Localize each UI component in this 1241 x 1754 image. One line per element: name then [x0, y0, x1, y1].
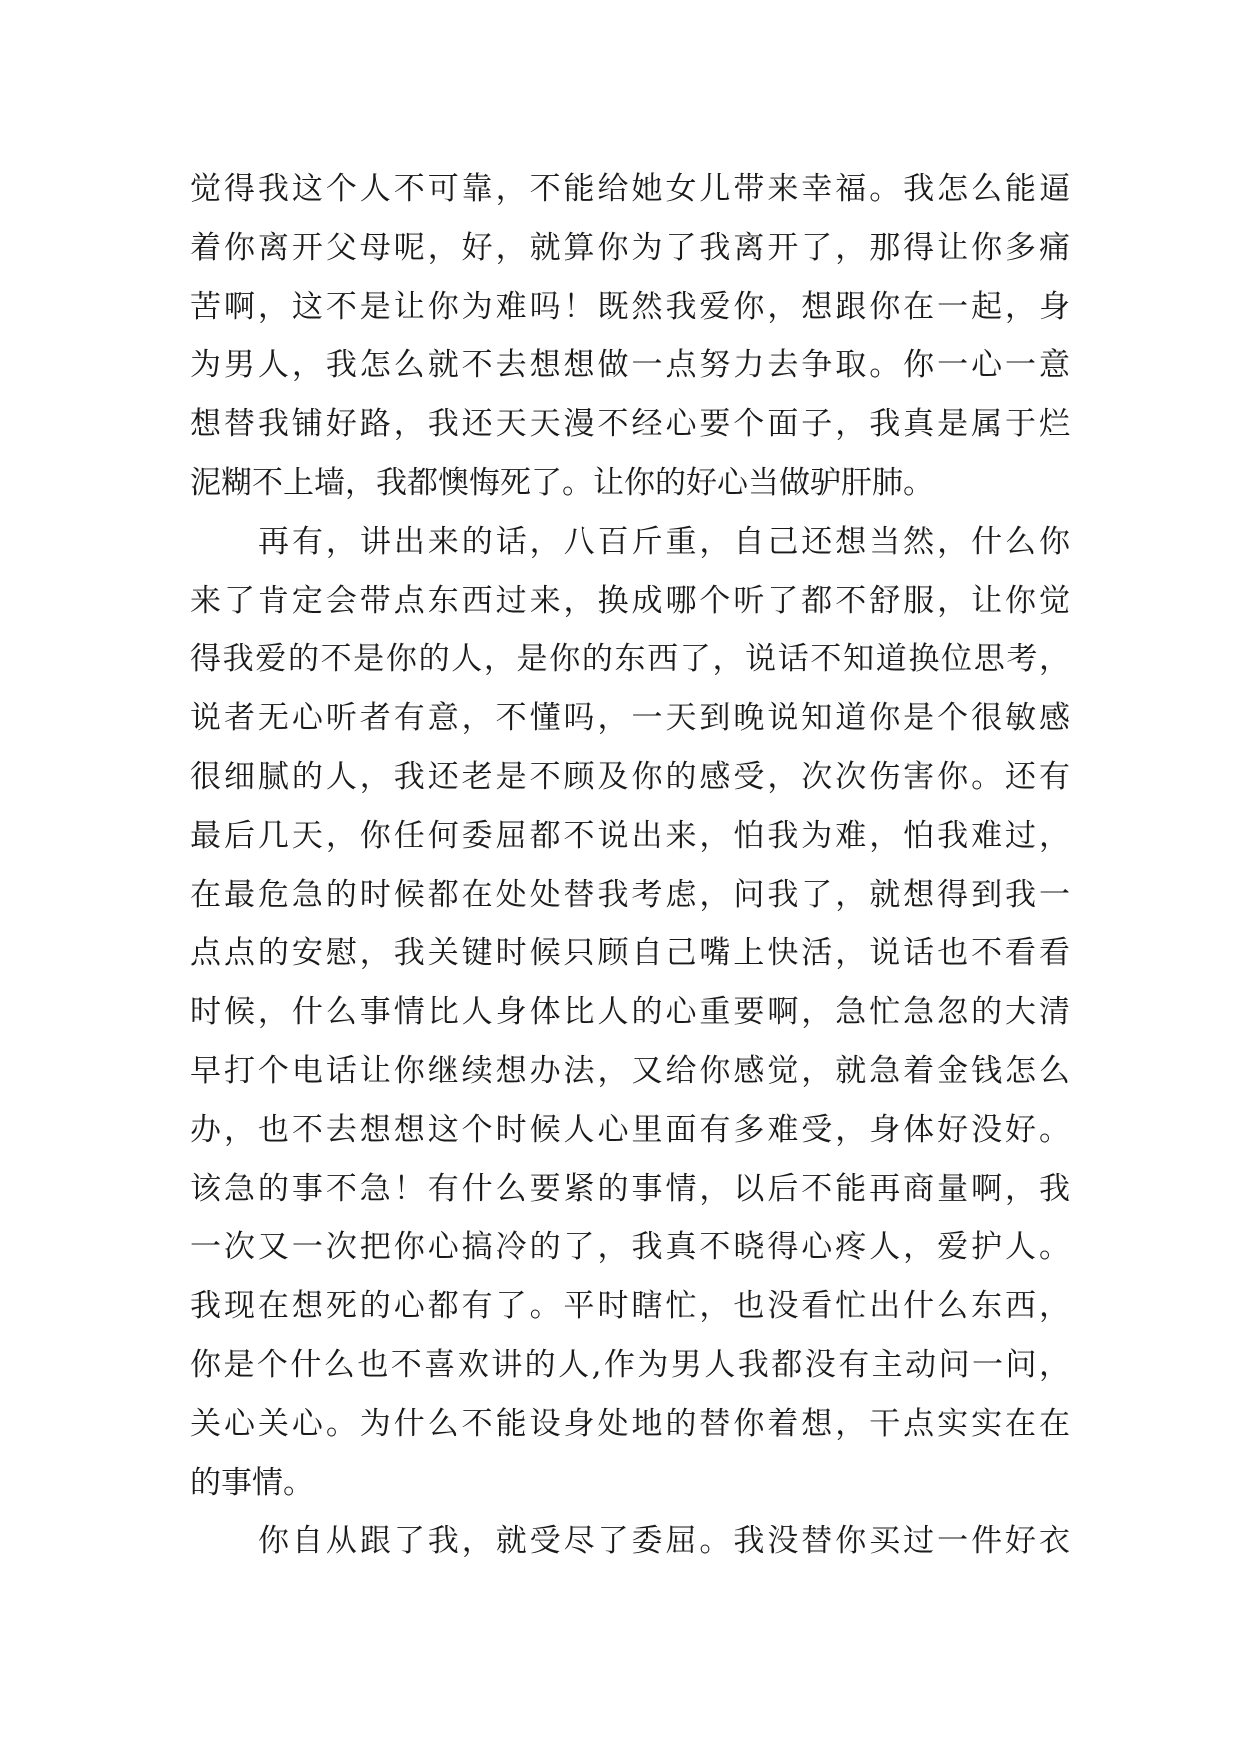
text-line: 点点的安慰，我关键时候只顾自己嘴上快活，说话也不看看	[190, 935, 1070, 972]
text-line: 说者无心听者有意，不懂吗，一天到晚说知道你是个很敏感	[190, 700, 1070, 737]
text-line: 最后几天，你任何委屈都不说出来，怕我为难，怕我难过，	[190, 817, 1070, 854]
text-line: 想替我铺好路，我还天天漫不经心要个面子，我真是属于烂	[190, 406, 1070, 443]
text-line: 泥糊不上墙，我都懊悔死了。让你的好心当做驴肝肺。	[190, 464, 934, 501]
text-line: 你是个什么也不喜欢讲的人,作为男人我都没有主动问一问，	[190, 1346, 1070, 1383]
text-line: 在最危急的时候都在处处替我考虑，问我了，就想得到我一	[190, 876, 1070, 913]
text-line: 得我爱的不是你的人，是你的东西了，说话不知道换位思考，	[190, 641, 1070, 678]
text-line: 你自从跟了我，就受尽了委屈。我没替你买过一件好衣	[258, 1523, 1070, 1560]
text-line: 再有，讲出来的话，八百斤重，自己还想当然，什么你	[258, 523, 1070, 560]
text-line: 来了肯定会带点东西过来，换成哪个听了都不舒服，让你觉	[190, 582, 1070, 619]
text-line: 该急的事不急！有什么要紧的事情，以后不能再商量啊，我	[190, 1170, 1070, 1207]
text-line: 办，也不去想想这个时候人心里面有多难受，身体好没好。	[190, 1111, 1070, 1148]
document-body	[190, 160, 1070, 1571]
text-line: 关心关心。为什么不能设身处地的替你着想，干点实实在在	[190, 1405, 1070, 1442]
text-line: 着你离开父母呢，好，就算你为了我离开了，那得让你多痛	[190, 229, 1070, 266]
text-line: 觉得我这个人不可靠，不能给她女儿带来幸福。我怎么能逼	[190, 171, 1070, 207]
text-line: 为男人，我怎么就不去想想做一点努力去争取。你一心一意	[190, 347, 1070, 384]
text-line: 时候，什么事情比人身体比人的心重要啊，急忙急忽的大清	[190, 994, 1070, 1031]
text-line: 我现在想死的心都有了。平时瞎忙，也没看忙出什么东西，	[190, 1288, 1070, 1325]
text-line: 早打个电话让你继续想办法，又给你感觉，就急着金钱怎么	[190, 1052, 1070, 1089]
text-line: 很细腻的人，我还老是不顾及你的感受，次次伤害你。还有	[190, 758, 1070, 795]
text-line: 苦啊，这不是让你为难吗！既然我爱你，想跟你在一起，身	[190, 288, 1070, 325]
text-line: 一次又一次把你心搞冷的了，我真不晓得心疼人，爱护人。	[190, 1229, 1070, 1266]
text-line: 的事情。	[190, 1464, 314, 1501]
